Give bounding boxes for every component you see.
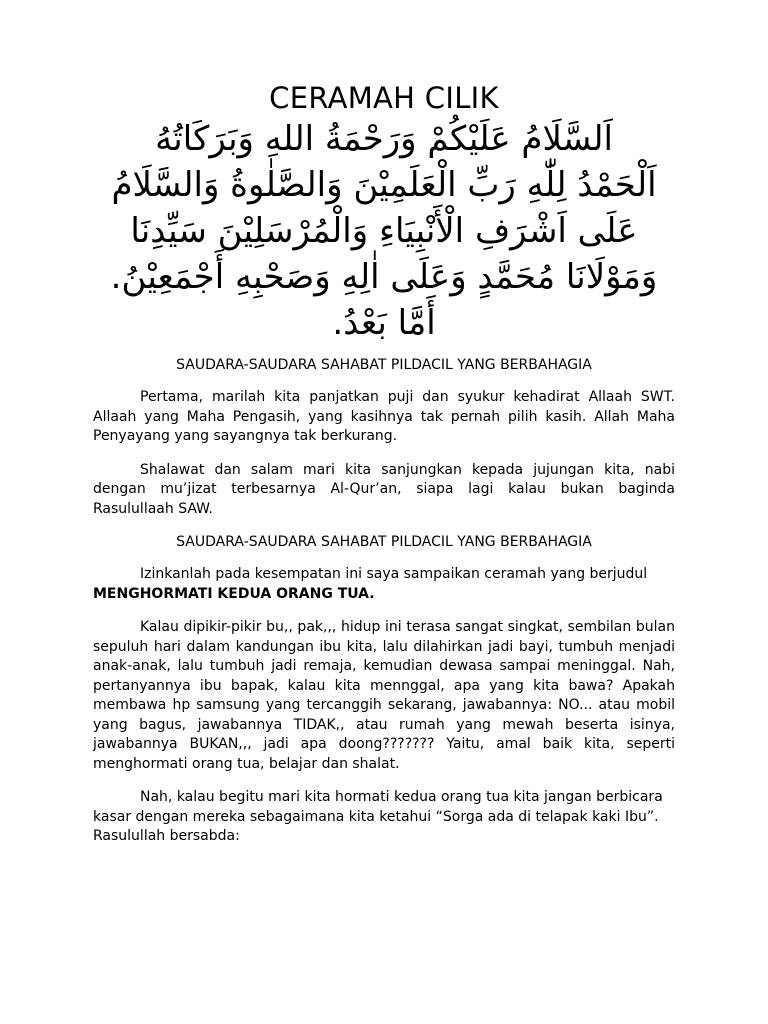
document-title: CERAMAH CILIK xyxy=(269,81,499,115)
section-heading: SAUDARA-SAUDARA SAHABAT PILDACIL YANG BERBAHAGIA xyxy=(176,357,592,373)
section-heading: SAUDARA-SAUDARA SAHABAT PILDACIL YANG BERBAHAGIA xyxy=(176,534,592,550)
arabic-greeting xyxy=(93,116,675,346)
document-page xyxy=(93,80,675,861)
paragraph-topic xyxy=(93,565,675,604)
paragraph-respect: Nah, kalau begitu mari kita hormati kedua orang tua kita jangan berbicara kasar dengan mereka sebagaimana kita ketahui “Sorga ada di telapak kaki Ibu”. Rasulullah bersabda: xyxy=(93,789,663,844)
paragraph-opening: Pertama, marilah kita panjatkan puji dan syukur kehadirat Allaah SWT. Allaah yang Maha Pengasih, yang kasihnya tak pernah pilih kasih. Allah Maha Penyayang yang sayangnya tak berkurang. xyxy=(93,389,675,444)
arabic-line: أَمَّا بَعْدُ. xyxy=(332,303,436,343)
topic-intro-text: Izinkanlah pada kesempatan ini saya sampaikan ceramah yang berjudul xyxy=(140,566,648,582)
arabic-line: اَلسَّلَامُ عَلَيْكُمْ وَرَحْمَةُ اللهِ وَبَرَكَاتُهُ xyxy=(155,119,613,159)
paragraph-shalawat: Shalawat dan salam mari kita sanjungkan kepada jujungan kita, nabi dengan mu’jizat terbesarnya Al-Qur’an, siapa lagi kalau bukan baginda Rasulullaah SAW. xyxy=(93,461,675,517)
paragraph-life: Kalau dipikir-pikir bu,, pak,,, hidup ini terasa sangat singkat, sembilan bulan sepuluh hari dalam kandungan ibu kita, lalu dilahirkan jadi bayi, tumbuh menjadi anak-anak, lalu tumbuh jadi remaja, kemudian dewasa sampai meninggal. Nah, pertanyannya ibu bapak, kalau kita mennggal, apa yang kita bawa? Apakah membawa hp samsung yang tercanggih sekarang, jawabannya: NO... atau mobil yang bagus, jawabannya TIDAK,, atau rumah yang mewah beserta isinya, jawabannya BUKAN,,, jadi apa doong??????? Yaitu, amal baik kita, seperti menghormati orang tua, belajar dan shalat. xyxy=(93,619,675,772)
topic-title: MENGHORMATI KEDUA ORANG TUA. xyxy=(93,585,375,602)
arabic-line: وَمَوْلَانَا مُحَمَّدٍ وَعَلَى اٰلِهِ وَصَحْبِهِ أَجْمَعِيْنُ. xyxy=(110,257,658,297)
arabic-line: عَلَى اَشْرَفِ الْأَنْبِيَاءِ وَالْمُرْسَلِيْنَ سَيِّدِنَا xyxy=(130,211,638,251)
arabic-line: اَلْحَمْدُ لِلّٰهِ رَبِّ الْعَلَمِيْنَ وَالصَّلٰوةُ وَالسَّلَامُ xyxy=(111,165,657,205)
